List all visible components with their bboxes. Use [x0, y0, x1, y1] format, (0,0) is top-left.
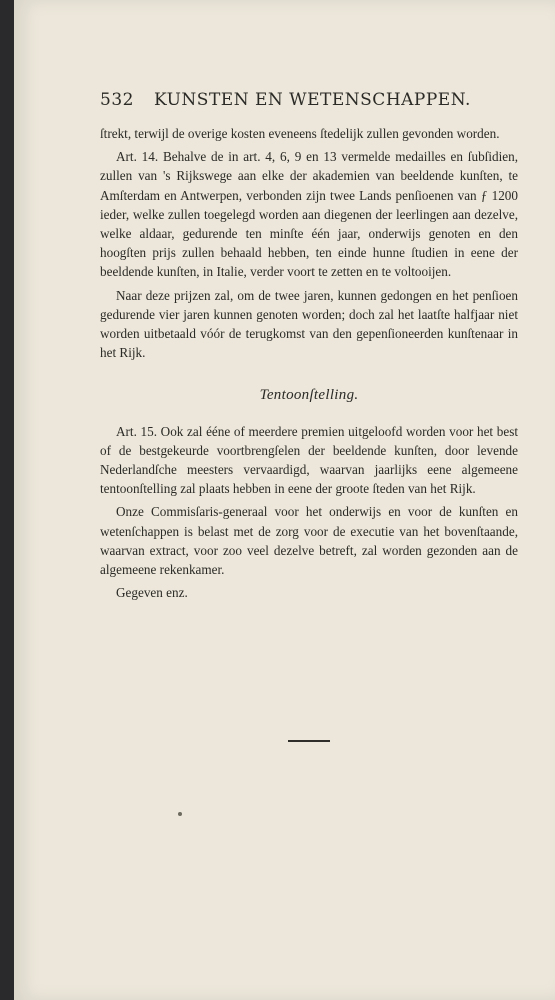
- paragraph-continuation: ſtrekt, terwijl de overige kosten eveneens ſtedelijk zullen gevonden worden.: [100, 126, 500, 141]
- running-title: KUNSTEN EN WETENSCHAPPEN.: [154, 90, 471, 110]
- running-head: [100, 90, 520, 110]
- page-number: 532: [100, 90, 134, 110]
- end-rule: [288, 740, 330, 742]
- paper-spot: [178, 812, 182, 816]
- section-heading: Tentoonſtelling.: [259, 387, 359, 404]
- body-text: [100, 124, 518, 606]
- closing-line: Gegeven enz.: [116, 585, 188, 601]
- paragraph-commissioner: Onze Commisſaris-generaal voor het onderwijs en voor de kunſten en wetenſchappen is belast met de zorg voor de executie van het bovenſtaande, waarvan extract, voor zoo veel dezelve betreft, zal worden gezonden aan de algemeene rekenkamer.: [100, 504, 518, 578]
- paragraph-art-15: Art. 15. Ook zal ééne of meerdere premien uitgeloofd worden voor het best of de bestgekeurde voortbrengſelen der beeldende kunſten, door levende Nederlandſche meesters vervaardigd, waarvan jaarlijks eene algemeene tentoonſtelling zal plaats hebben in eene der groote ſteden van het Rijk.: [100, 423, 518, 497]
- book-page: [14, 0, 555, 1000]
- paragraph-prizes: Naar deze prijzen zal, om de twee jaren, kunnen gedongen en het penſioen gedurende vier jaren kunnen genoten worden; doch zal het laatſte halfjaar niet worden uitbetaald vóór de terugkomst van den gepenſioneerden kunſtenaar in het Rijk.: [100, 287, 518, 361]
- paragraph-art-14: Art. 14. Behalve de in art. 4, 6, 9 en 13 vermelde medailles en ſubſidien, zullen van 's Rijkswege aan elke der akademien van beeldende kunſten, te Amſterdam en Antwerpen, verbonden zijn twee Lands penſioenen van ƒ 1200 ieder, welke zullen toegelegd worden aan diegenen der leerlingen aan dezelve, welke aldaar, gedurende ten minſte één jaar, onderwijs genoten en den hoogſten prijs zullen behaald hebben, ten einde hunne ſtudien in eene der beeldende kunſten, in Italie, verder voort te zetten en te voltooijen.: [100, 149, 518, 280]
